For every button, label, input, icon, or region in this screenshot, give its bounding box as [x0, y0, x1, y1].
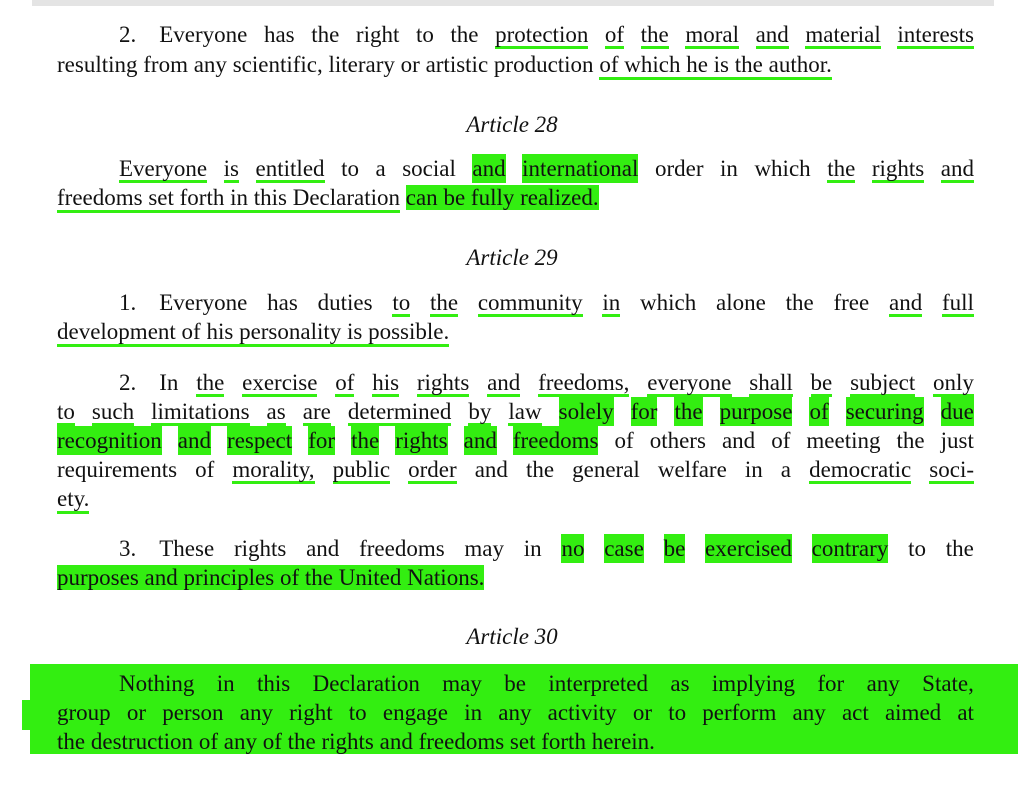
article-heading: Article 29: [466, 245, 558, 270]
text-line: the destruction of any of the rights and freedoms set forth herein.: [57, 729, 655, 754]
text-line: ety.: [57, 484, 974, 513]
text-line: resulting from any scientific, literary or artistic production of which he is the author.: [57, 50, 974, 79]
article30-highlight-tail: [22, 700, 42, 730]
text-line: 2. In the exercise of his rights and freedoms, everyone shall be subject only: [119, 370, 974, 395]
article-heading: Article 30: [466, 624, 558, 649]
text-line: Nothing in this Declaration may be interpreted as implying for any State,: [119, 671, 974, 696]
text-line: purposes and principles of the United Nations.: [57, 565, 485, 590]
text-line: to such limitations as are determined by law solely for the purpose of securing due: [57, 399, 974, 424]
text-line: group or person any right to engage in any activity or to perform any act aimed at: [57, 700, 974, 725]
text-line: 1. Everyone has duties to the community in which alone the free and full: [119, 290, 974, 315]
text-line: 2. Everyone has the right to the protection of the moral and material interests: [119, 22, 974, 47]
text-line: recognition and respect for the rights and freedoms of others and of meeting the just: [57, 428, 974, 453]
page-top-edge: [32, 0, 994, 6]
text-line: freedoms set forth in this Declaration can be fully realized.: [57, 183, 974, 212]
text-line: 3. These rights and freedoms may in no case be exercised contrary to the: [119, 536, 974, 561]
text-line: Everyone is entitled to a social and international order in which the rights and: [119, 156, 974, 181]
article-heading: Article 28: [466, 112, 558, 137]
text-line: development of his personality is possible.: [57, 317, 974, 346]
text-line: requirements of morality, public order and the general welfare in a democratic soci-: [57, 457, 974, 482]
